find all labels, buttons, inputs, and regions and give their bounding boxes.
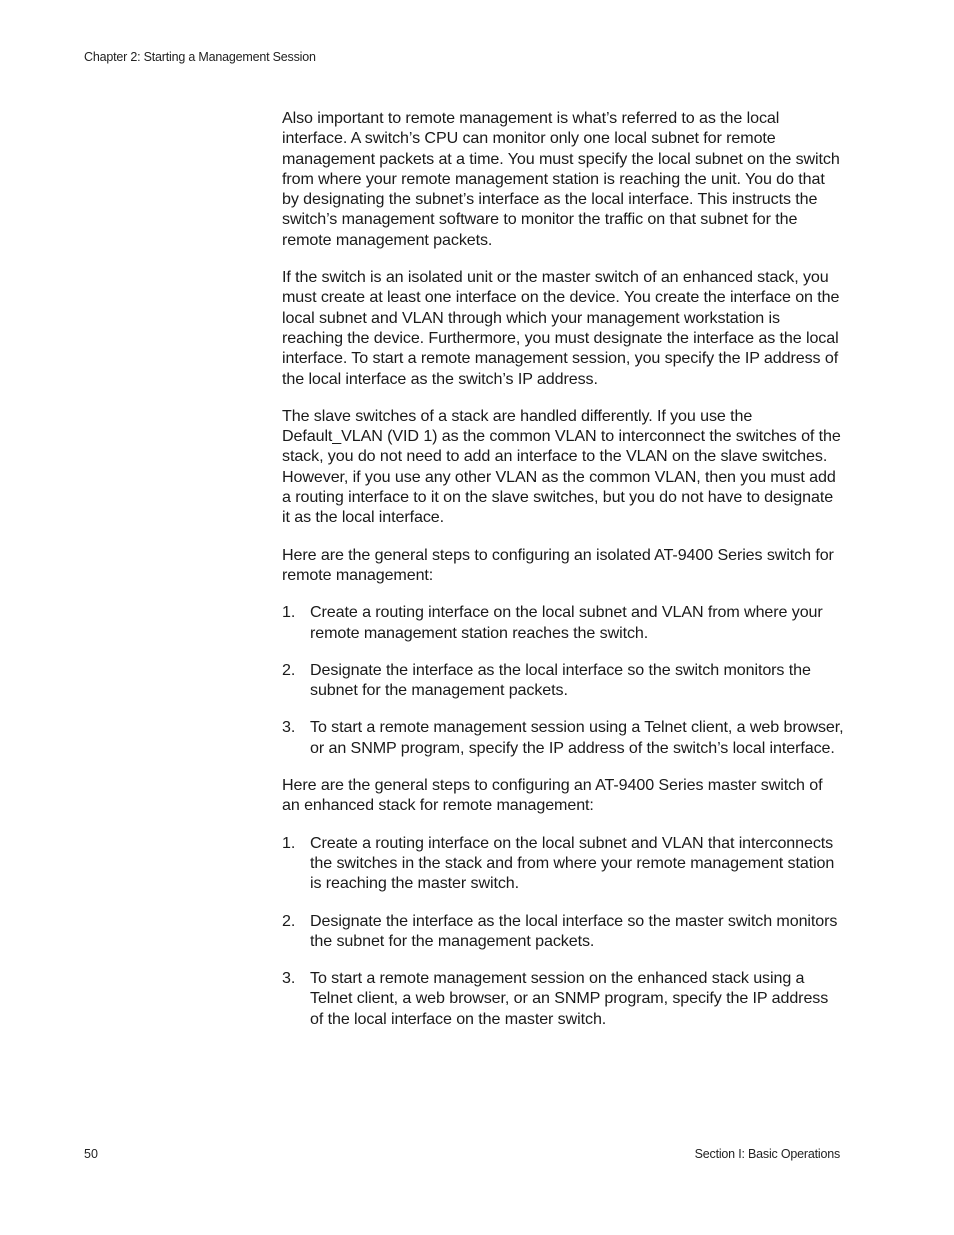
step-text: To start a remote management session on the enhanced stack using a Telnet client, a web browser, or an SNMP program, specify the IP address of the local interface on the master switch.	[310, 969, 829, 1028]
step-text: Designate the interface as the local interface so the master switch monitors the subnet for the management packets.	[310, 911, 838, 950]
list-item	[282, 968, 844, 1029]
list-item	[282, 602, 844, 643]
paragraph-slave-switches: The slave switches of a stack are handled differently. If you use the Default_VLAN (VID 1) as the common VLAN to interconnect the switches of the stack, you do not need to add an interface to the VLAN on the slave switches. However, if you use any other VLAN as the common VLAN, then you must add a routing interface to it on the slave switches, but you do not have to designate it as the local interface.	[282, 406, 841, 527]
step-text: Designate the interface as the local interface so the switch monitors the subnet for the management packets.	[310, 660, 811, 700]
step-text: Create a routing interface on the local subnet and VLAN from where your remote management station reaches the switch.	[310, 603, 823, 642]
paragraph-intro-master: Here are the general steps to configuring an AT-9400 Series master switch of an enhanced stack for remote management:	[282, 776, 823, 815]
step-number: 1.	[282, 833, 296, 852]
paragraph-isolated-unit: If the switch is an isolated unit or the master switch of an enhanced stack, you must create at least one interface on the device. You create the interface on the local subnet and VLAN through which your management workstation is reaching the device. Furthermore, you must designate the interface as the local interface. To start a remote management session, you specify the IP address of the local interface as the switch’s IP address.	[282, 268, 840, 388]
list-item	[282, 660, 844, 701]
footer-section-title: Section I: Basic Operations	[694, 1147, 840, 1161]
list-item	[282, 911, 844, 952]
step-number: 2.	[282, 660, 296, 679]
paragraph-intro-isolated: Here are the general steps to configuring an isolated AT-9400 Series switch for remote management:	[282, 545, 834, 584]
step-number: 3.	[282, 969, 296, 988]
running-head: Chapter 2: Starting a Management Session	[84, 50, 316, 64]
main-content	[282, 108, 844, 1046]
step-text: Create a routing interface on the local subnet and VLAN that interconnects the switches in the stack and from where your remote management station is reaching the master switch.	[310, 833, 835, 893]
list-item	[282, 833, 844, 894]
step-text: To start a remote management session using a Telnet client, a web browser, or an SNMP program, specify the IP address of the switch’s local interface.	[310, 718, 844, 757]
page-number: 50	[84, 1147, 98, 1161]
steps-master-list	[282, 833, 844, 1029]
step-number: 1.	[282, 603, 296, 622]
step-number: 2.	[282, 911, 296, 930]
step-number: 3.	[282, 718, 296, 737]
steps-isolated-list	[282, 602, 844, 758]
paragraph-local-interface: Also important to remote management is what’s referred to as the local interface. A switch’s CPU can monitor only one local subnet for remote management packets at a time. You must specify the local subnet on the switch from where your remote management station is reaching the unit. You do that by designating the subnet’s interface as the local interface. This instructs the switch’s management software to monitor the traffic on that subnet for the remote management packets.	[282, 109, 840, 249]
list-item	[282, 717, 844, 758]
